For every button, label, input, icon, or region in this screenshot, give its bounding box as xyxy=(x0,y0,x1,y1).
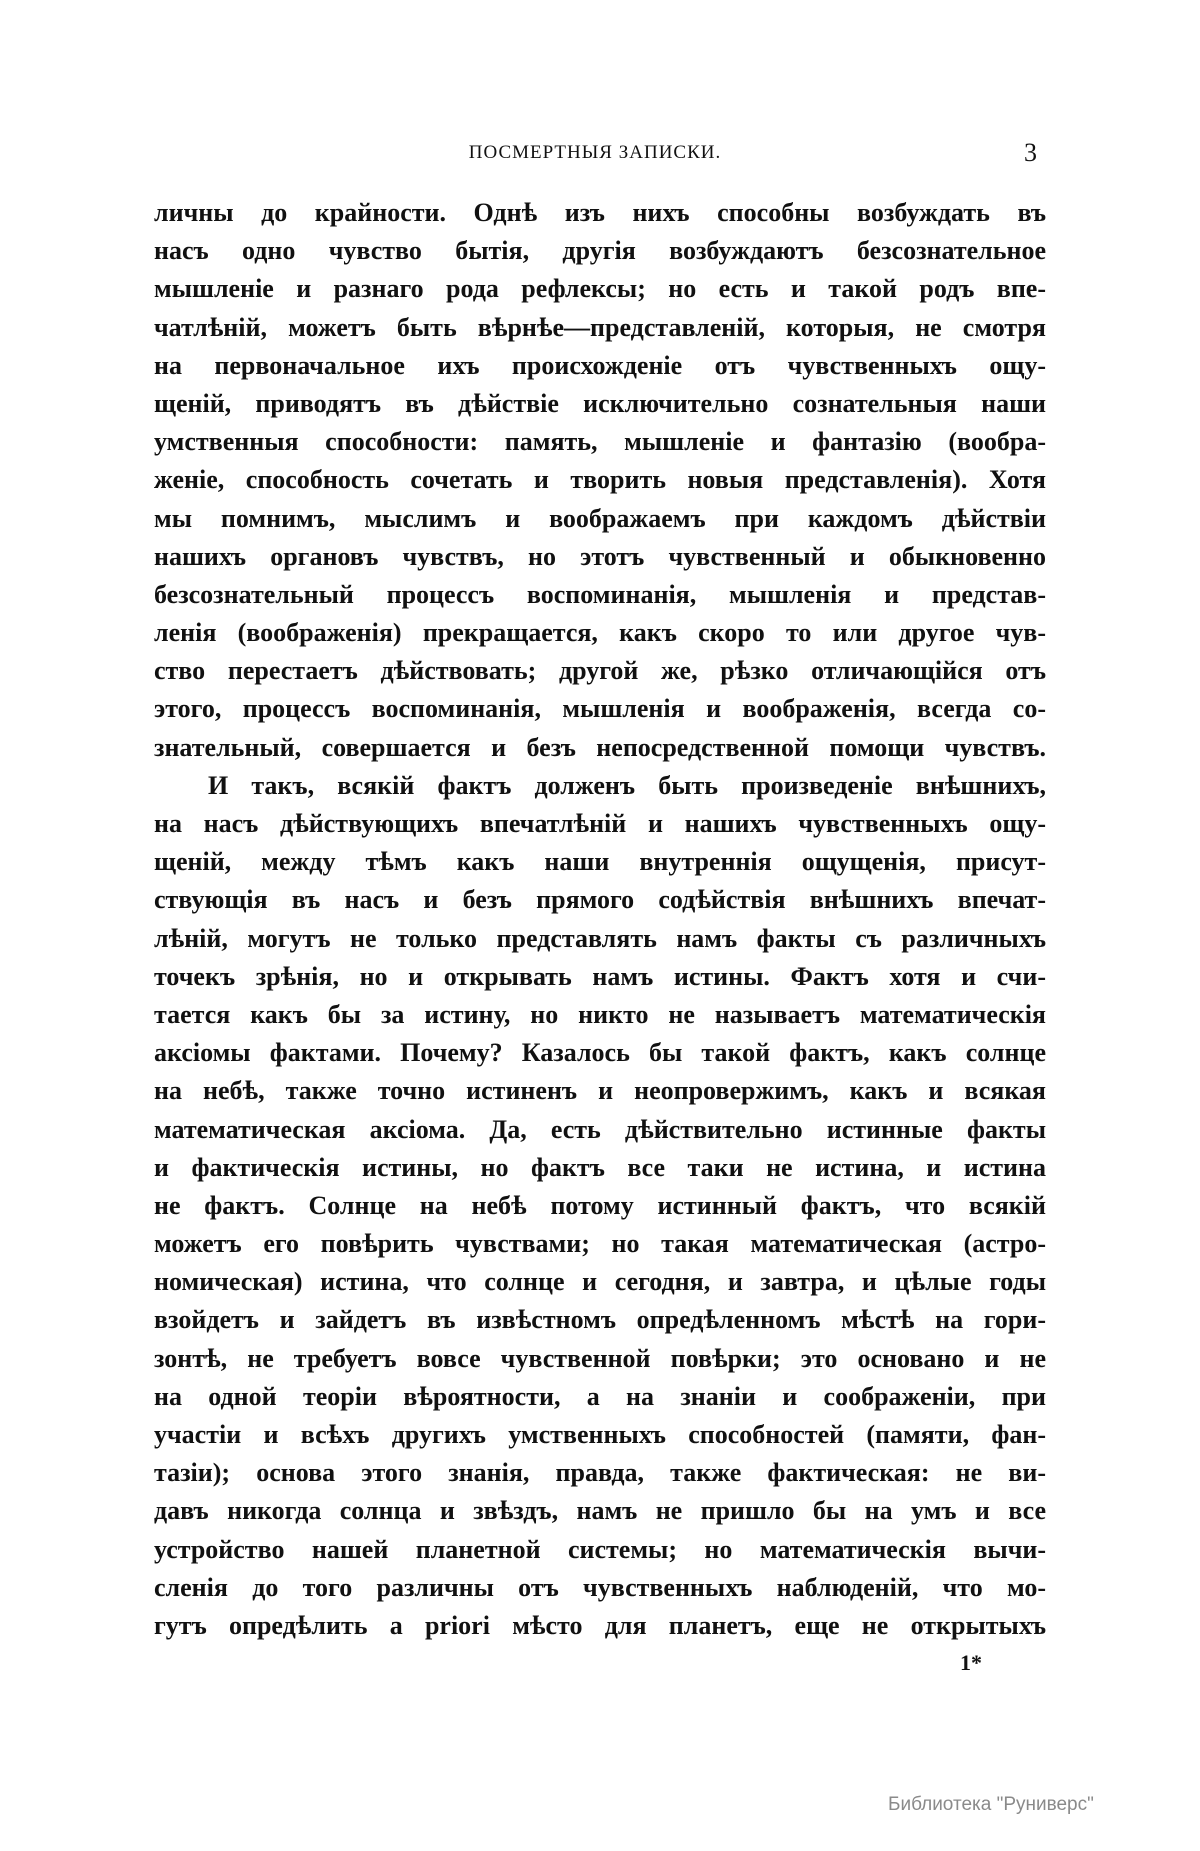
text-line: знательный, совершается и безъ непосредственной помощи чувствъ. xyxy=(154,732,1046,762)
text-line: личны до крайности. Однѣ изъ нихъ способны возбуждать въ xyxy=(154,198,1046,227)
text-line: щеній, приводятъ въ дѣйствіе исключительно сознательныя наши xyxy=(154,388,1046,418)
text-line: ленія (воображенія) прекращается, какъ скоро то или другое чув- xyxy=(154,618,1046,648)
text-line: чатлѣній, можетъ быть вѣрнѣе—представленій, которыя, не смотря xyxy=(154,312,1046,342)
text-line: на одной теоріи вѣроятности, а на знаніи и соображеніи, при xyxy=(154,1381,1046,1411)
text-line: безсознательный процессъ воспоминанія, мышленія и представ- xyxy=(154,579,1046,609)
text-line: можетъ его повѣрить чувствами; но такая математическая (астро- xyxy=(154,1229,1046,1259)
text-line: лѣній, могутъ не только представлять намъ факты съ различныхъ xyxy=(154,923,1046,953)
text-line: номическая) истина, что солнце и сегодня, и завтра, и цѣлые годы xyxy=(154,1267,1046,1297)
library-watermark: Библиотека "Руниверс" xyxy=(888,1794,1094,1815)
text-line: ство перестаетъ дѣйствовать; другой же, рѣзко отличающійся отъ xyxy=(154,656,1046,686)
text-line: тается какъ бы за истину, но никто не называетъ математическія xyxy=(154,999,1046,1029)
text-line: взойдетъ и зайдетъ въ извѣстномъ опредѣленномъ мѣстѣ на гори- xyxy=(154,1305,1046,1335)
page-number: 3 xyxy=(1024,138,1037,167)
text-line: сленія до того различны отъ чувственныхъ наблюденій, что мо- xyxy=(154,1572,1046,1602)
text-line: тазіи); основа этого знанія, правда, также фактическая: не ви- xyxy=(154,1458,1046,1488)
text-line: точекъ зрѣнія, но и открывать намъ истины. Фактъ хотя и счи- xyxy=(154,961,1046,991)
signature-mark: 1* xyxy=(960,1650,982,1675)
text-line: женіе, способность сочетать и творить новыя представленія). Хотя xyxy=(154,465,1046,495)
text-line: зонтѣ, не требуетъ вовсе чувственной повѣрки; это основано и не xyxy=(154,1343,1046,1373)
text-line: аксіомы фактами. Почему? Казалось бы такой фактъ, какъ солнце xyxy=(154,1038,1046,1068)
text-line: устройство нашей планетной системы; но математическія вычи- xyxy=(154,1534,1046,1564)
text-line: гутъ опредѣлить a priori мѣсто для планетъ, еще не открытыхъ xyxy=(154,1610,1046,1640)
page-header xyxy=(0,138,1200,172)
running-title: ПОСМЕРТНЫЯ ЗАПИСКИ. xyxy=(468,142,722,163)
body-text xyxy=(154,194,1046,1645)
text-line: мышленіе и разнаго рода рефлексы; но есть и такой родъ впе- xyxy=(154,274,1046,304)
text-line: на насъ дѣйствующихъ впечатлѣній и нашихъ чувственныхъ ощу- xyxy=(154,809,1046,838)
text-line: этого, процессъ воспоминанія, мышленія и воображенія, всегда со- xyxy=(154,694,1046,724)
text-line: ствующія въ насъ и безъ прямого содѣйствія внѣшнихъ впечат- xyxy=(154,885,1046,915)
text-line: давъ никогда солнца и звѣздъ, намъ не пришло бы на умъ и все xyxy=(154,1496,1046,1526)
text-line: на небѣ, также точно истиненъ и неопровержимъ, какъ и всякая xyxy=(154,1076,1046,1106)
text-line: умственныя способности: память, мышленіе и фантазію (вообра- xyxy=(154,427,1046,457)
text-line: и фактическія истины, но фактъ все таки не истина, и истина xyxy=(154,1152,1046,1182)
text-line: насъ одно чувство бытія, другія возбуждаютъ безсознательное xyxy=(154,236,1046,266)
text-line: щеній, между тѣмъ какъ наши внутреннія ощущенія, присут- xyxy=(154,847,1046,877)
text-line: математическая аксіома. Да, есть дѣйствительно истинные факты xyxy=(154,1114,1046,1144)
text-line: мы помнимъ, мыслимъ и воображаемъ при каждомъ дѣйствіи xyxy=(154,503,1046,533)
text-line: не фактъ. Солнце на небѣ потому истинный фактъ, что всякій xyxy=(154,1190,1046,1220)
text-line: нашихъ органовъ чувствъ, но этотъ чувственный и обыкновенно xyxy=(154,541,1046,571)
text-line: участіи и всѣхъ другихъ умственныхъ способностей (памяти, фан- xyxy=(154,1420,1046,1449)
text-line: на первоначальное ихъ происхожденіе отъ чувственныхъ ощу- xyxy=(154,350,1046,380)
paragraph-start-line: И такъ, всякій фактъ долженъ быть произведеніе внѣшнихъ, xyxy=(208,770,1046,800)
